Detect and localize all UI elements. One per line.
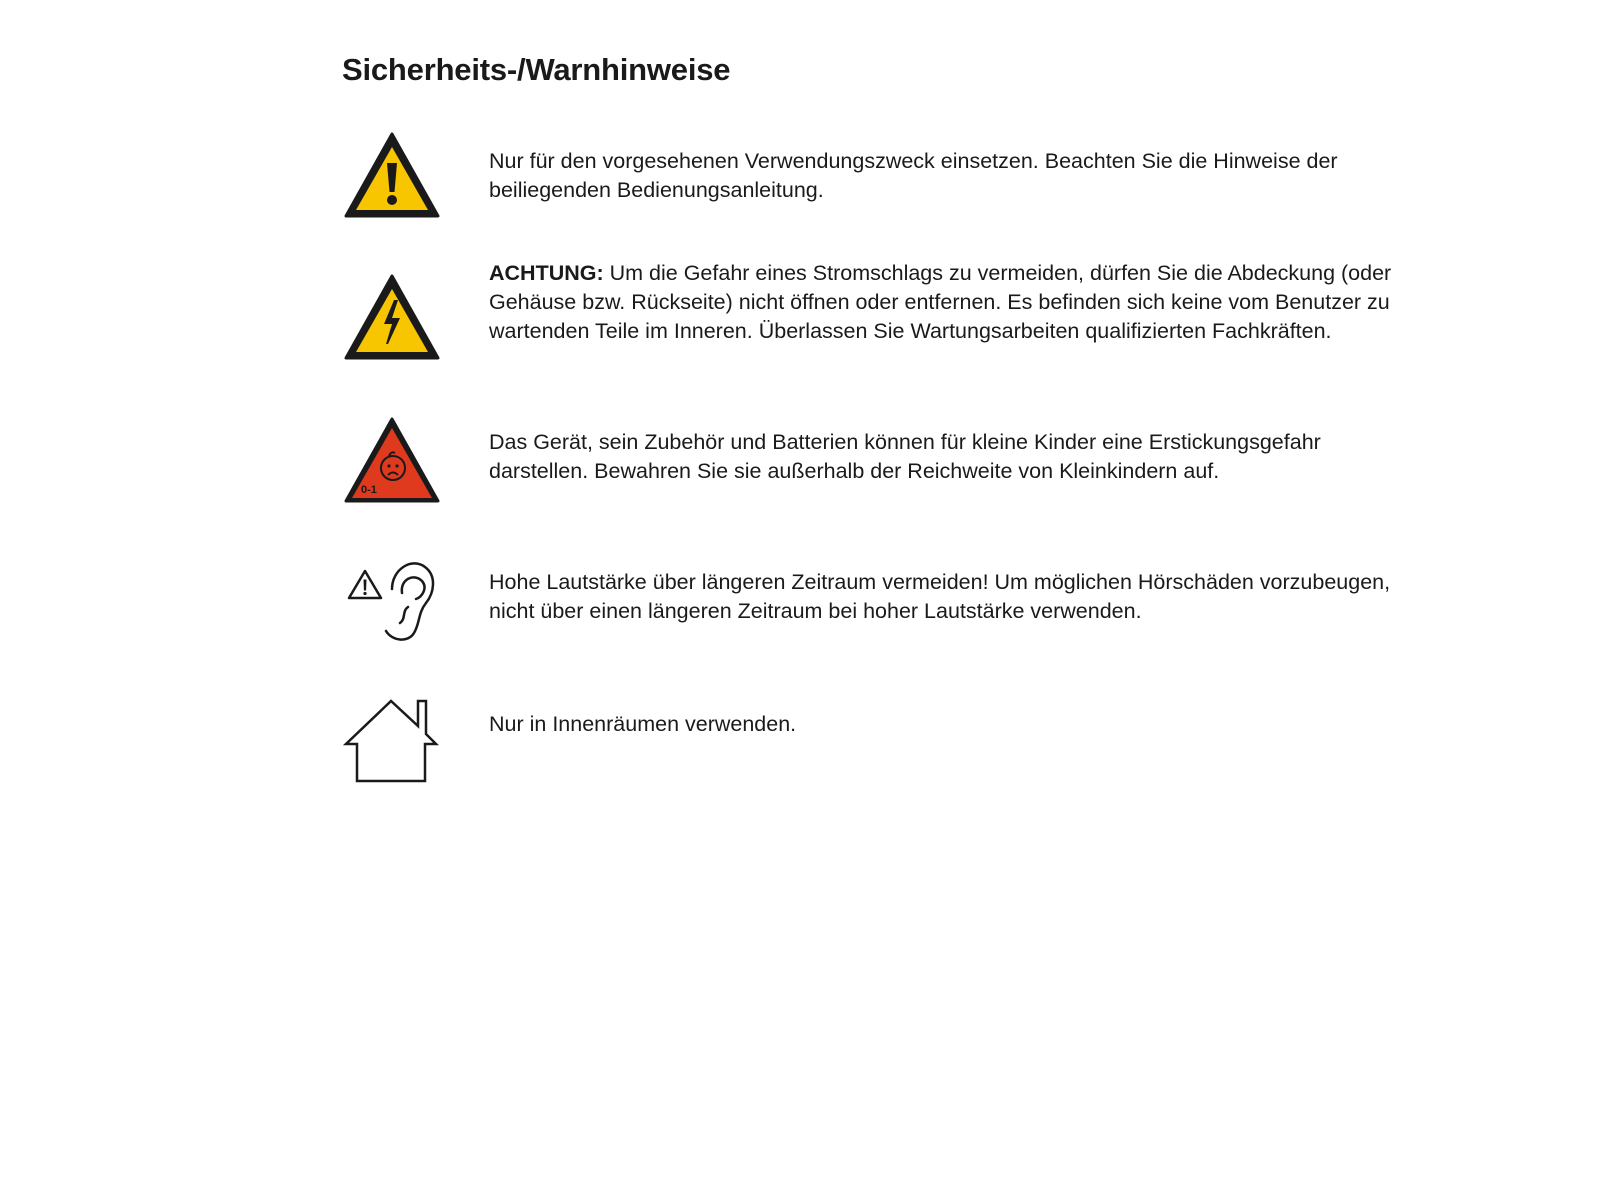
warning-text	[489, 710, 1392, 739]
warning-body: Nur für den vorgesehenen Verwendungszweck einsetzen. Beachten Sie die Hinweise der beiliegenden Bedienungsanleitung.	[489, 149, 1338, 202]
hearing-damage-icon	[342, 555, 442, 645]
warning-body: Das Gerät, sein Zubehör und Batterien können für kleine Kinder eine Erstickungsgefahr darstellen. Bewahren Sie sie außerhalb der Reichweite von Kleinkindern auf.	[489, 430, 1321, 483]
warning-lead: ACHTUNG:	[489, 261, 604, 285]
warning-body: Hohe Lautstärke über längeren Zeitraum vermeiden! Um möglichen Hörschäden vorzubeugen, nicht über einen längeren Zeitraum bei hoher Lautstärke verwenden.	[489, 570, 1391, 623]
age-warning-label: 0-1	[361, 484, 377, 496]
warning-text	[489, 568, 1392, 626]
warning-body: Nur in Innenräumen verwenden.	[489, 712, 797, 736]
choking-hazard-icon	[342, 415, 442, 505]
warning-text	[489, 428, 1392, 486]
warning-text	[489, 147, 1392, 205]
general-warning-icon	[342, 130, 442, 220]
electric-shock-icon	[342, 272, 442, 362]
warning-text	[489, 259, 1392, 346]
page-title: Sicherheits-/Warnhinweise	[342, 52, 731, 87]
warning-body: Um die Gefahr eines Stromschlags zu vermeiden, dürfen Sie die Abdeckung (oder Gehäuse bzw. Rückseite) nicht öffnen oder entfernen. Es befinden sich keine vom Benutzer zu wartenden Teile im Inneren. Überlassen Sie Wartungsarbeiten qualifizierten Fachkräften.	[489, 261, 1392, 343]
indoor-use-house-icon	[342, 697, 442, 787]
